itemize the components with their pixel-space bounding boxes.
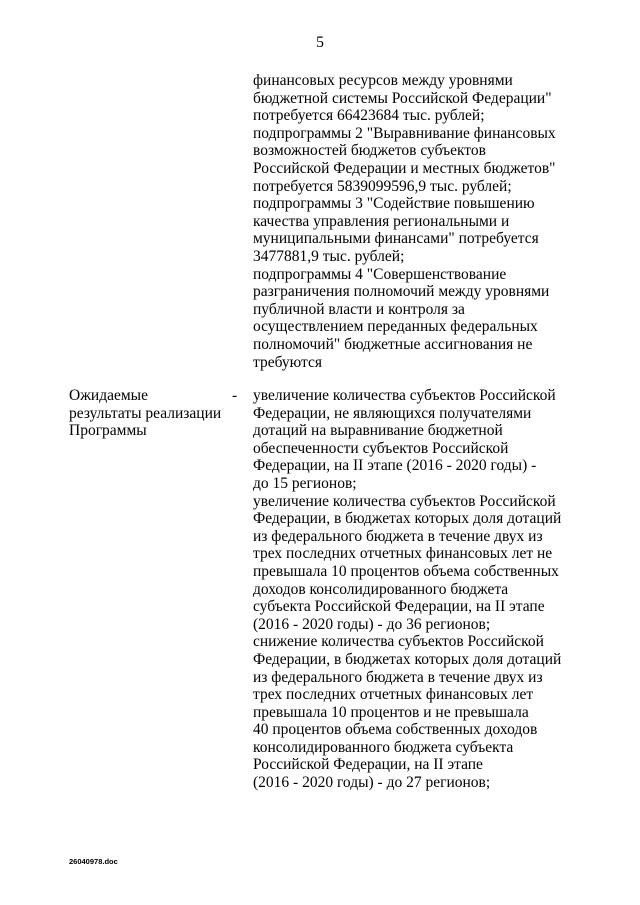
text-line: 40 процентов объема собственных доходов [253, 721, 538, 739]
text-line: из федерального бюджета в течение двух из [253, 668, 543, 686]
text-line: трех последних отчетных финансовых лет не [253, 545, 553, 563]
text-line: увеличение количества субъектов Российской [253, 492, 556, 510]
text-line: муниципальными финансами" потребуется [253, 230, 539, 248]
text-line: превышала 10 процентов и не превышала [253, 703, 529, 721]
text-line: Российской Федерации, на II этапе [253, 756, 483, 774]
text-line: возможностей бюджетов субъектов [253, 142, 486, 160]
document-code: 26040978.doc [69, 857, 118, 866]
label-line: результаты реализации [69, 404, 222, 422]
text-line: требуются [253, 353, 322, 371]
text-line: Федерации, в бюджетах которых доля дотаций [253, 510, 562, 528]
text-line: Федерации, в бюджетах которых доля дотаций [253, 650, 562, 668]
text-line: субъекта Российской Федерации, на II этапе [253, 598, 545, 616]
page-number: 5 [316, 34, 324, 51]
text-line: финансовых ресурсов между уровнями [253, 72, 513, 89]
text-line: (2016 - 2020 годы) - до 27 регионов; [253, 774, 491, 792]
text-line: Федерации, на II этапе (2016 - 2020 годы) - [253, 457, 537, 475]
text-line: потребуется 66423684 тыс. рублей; [253, 107, 485, 125]
label-line: Программы [69, 422, 147, 440]
text-line: качества управления региональными и [253, 212, 510, 230]
label-line: Ожидаемые [69, 387, 148, 404]
funding-continuation-text [253, 72, 573, 371]
expected-results-label [69, 387, 229, 440]
text-line: из федерального бюджета в течение двух из [253, 527, 543, 545]
label-dash: - [232, 387, 238, 404]
text-line: потребуется 5839099596,9 тыс. рублей; [253, 177, 512, 195]
text-line: публичной власти и контроля за [253, 300, 465, 318]
expected-results-text [253, 387, 573, 792]
text-line: превышала 10 процентов объема собственных [253, 562, 559, 580]
text-line: подпрограммы 2 "Выравнивание финансовых [253, 124, 556, 142]
text-line: снижение количества субъектов Российской [253, 633, 544, 651]
text-line: бюджетной системы Российской Федерации" [253, 89, 552, 107]
text-line: Российской Федерации и местных бюджетов" [253, 159, 556, 177]
text-line: разграничения полномочий между уровнями [253, 283, 550, 301]
text-line: до 15 регионов; [253, 474, 357, 492]
text-line: полномочий" бюджетные ассигнования не [253, 335, 533, 353]
text-line: обеспеченности субъектов Российской [253, 439, 509, 457]
text-line: увеличение количества субъектов Российской [253, 387, 556, 404]
text-line: осуществлением переданных федеральных [253, 318, 538, 336]
text-line: Федерации, не являющихся получателями [253, 404, 532, 422]
text-line: дотаций на выравнивание бюджетной [253, 422, 503, 440]
text-line: подпрограммы 4 "Совершенствование [253, 265, 507, 283]
text-line: (2016 - 2020 годы) - до 36 регионов; [253, 615, 491, 633]
text-line: консолидированного бюджета субъекта [253, 738, 514, 756]
text-line: доходов консолидированного бюджета [253, 580, 509, 598]
text-line: подпрограммы 3 "Содействие повышению [253, 195, 535, 213]
text-line: 3477881,9 тыс. рублей; [253, 247, 405, 265]
text-line: трех последних отчетных финансовых лет [253, 686, 534, 704]
